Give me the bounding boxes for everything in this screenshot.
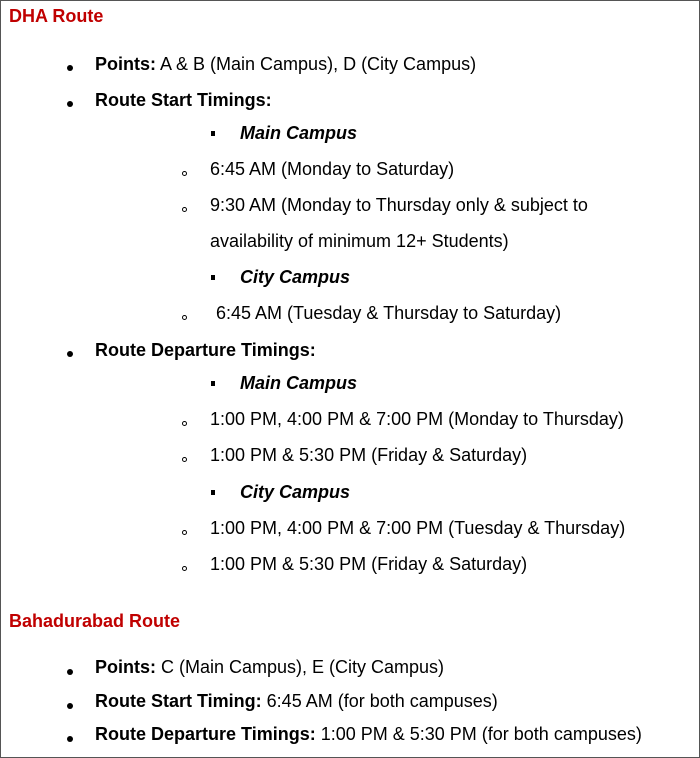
dha-start-label: Route Start Timings: bbox=[95, 90, 272, 110]
dha-points: Points: A & B (Main Campus), D (City Campus) bbox=[95, 54, 477, 74]
circle-bullet-icon bbox=[182, 421, 187, 426]
dha-start-city-1: 6:45 AM (Tuesday & Thursday to Saturday) bbox=[216, 303, 562, 323]
dha-start-main-label: Main Campus bbox=[240, 123, 358, 143]
circle-bullet-icon bbox=[182, 457, 187, 462]
dha-dep-main-1: 1:00 PM, 4:00 PM & 7:00 PM (Monday to Thursday) bbox=[210, 409, 624, 429]
square-bullet-icon bbox=[211, 490, 215, 495]
square-bullet-icon bbox=[211, 275, 215, 280]
bahadurabad-points: Points: C (Main Campus), E (City Campus) bbox=[95, 657, 445, 677]
dha-dep-main-label: Main Campus bbox=[240, 373, 358, 393]
bahadurabad-departure: Route Departure Timings: 1:00 PM & 5:30 PM (for both campuses) bbox=[95, 724, 642, 744]
circle-bullet-icon bbox=[182, 207, 187, 212]
square-bullet-icon bbox=[211, 381, 215, 386]
square-bullet-icon bbox=[211, 131, 215, 136]
dha-dep-city-1: 1:00 PM, 4:00 PM & 7:00 PM (Tuesday & Thursday) bbox=[210, 518, 626, 538]
circle-bullet-icon bbox=[182, 566, 187, 571]
dha-start-city-label: City Campus bbox=[240, 267, 351, 287]
dha-start-main-1: 6:45 AM (Monday to Saturday) bbox=[210, 159, 455, 179]
dha-start-main-2-cont: availability of minimum 12+ Students) bbox=[210, 231, 509, 251]
bahadurabad-route-heading: Bahadurabad Route bbox=[9, 611, 181, 631]
circle-bullet-icon bbox=[182, 171, 187, 176]
bahadurabad-start: Route Start Timing: 6:45 AM (for both campuses) bbox=[95, 691, 498, 711]
bullet-icon bbox=[67, 736, 73, 742]
dha-dep-city-2: 1:00 PM & 5:30 PM (Friday & Saturday) bbox=[210, 554, 528, 574]
dha-dep-main-2: 1:00 PM & 5:30 PM (Friday & Saturday) bbox=[210, 445, 528, 465]
circle-bullet-icon bbox=[182, 530, 187, 535]
circle-bullet-icon bbox=[182, 315, 187, 320]
dha-route-heading: DHA Route bbox=[9, 6, 104, 26]
bullet-icon bbox=[67, 669, 73, 675]
bullet-icon bbox=[67, 703, 73, 709]
bullet-icon bbox=[67, 101, 73, 107]
dha-dep-city-label: City Campus bbox=[240, 482, 351, 502]
bullet-icon bbox=[67, 351, 73, 357]
dha-departure-label: Route Departure Timings: bbox=[95, 340, 316, 360]
dha-start-main-2: 9:30 AM (Monday to Thursday only & subject to bbox=[210, 195, 588, 215]
bullet-icon bbox=[67, 65, 73, 71]
